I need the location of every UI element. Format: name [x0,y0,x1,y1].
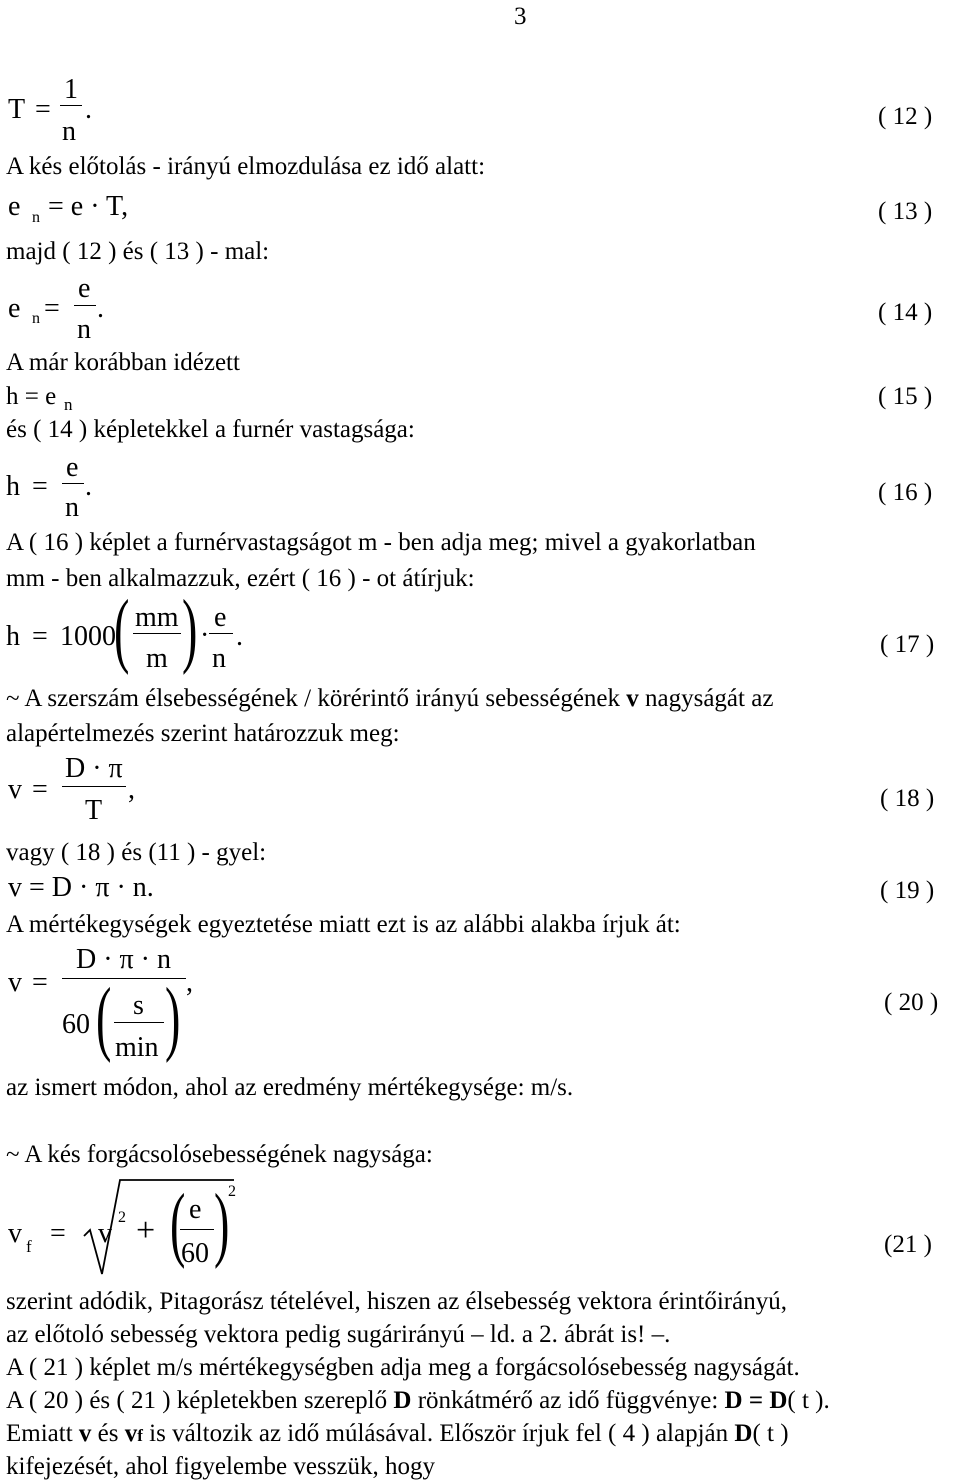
para4-text-l2g: ( t ) [752,1420,789,1447]
eq20-right-paren: ) [165,971,181,1064]
eq17-left-paren: ( [114,583,130,676]
eq21-right-paren: ) [214,1177,230,1270]
eq20-left-paren: ( [96,971,112,1064]
paragraph-2-line-2: alapértelmezés szerint határozzuk meg: [6,720,400,747]
para4-text-a: A ( 20 ) és ( 21 ) képletekben szereplő [6,1387,394,1414]
eq17-tail: . [236,621,243,652]
eq20-unit-numerator: s [133,990,144,1021]
eq17-denominator: n [212,643,226,674]
eq17-numerator: e [214,602,227,633]
eq17-label: ( 17 ) [880,631,935,658]
text-line-8: ~ A kés forgácsolósebességének nagysága: [6,1141,433,1168]
eq14-tail: . [97,293,104,324]
eq21-v: v [98,1218,112,1249]
eq21-op: = [50,1218,66,1249]
eq15-label: ( 15 ) [878,383,933,410]
eq15-lhs: h = e [6,383,57,410]
eq16-op: = [32,471,48,502]
eq17-fraction-bar [209,633,233,634]
eq21-numerator: e [189,1194,202,1225]
eq17-lhs: h [6,621,20,652]
eq20-numerator: D · π · n [76,944,172,975]
text-line-4: és ( 14 ) képletekkel a furnér vastagsága: [6,416,415,443]
paragraph-4-line-1 [6,1388,830,1413]
eq14-fraction-bar [74,305,96,306]
para2-text-a: ~ A szerszám élsebességének / körérintő irányú sebességének [6,685,627,712]
paragraph-1-line-2: mm - ben alkalmazzuk, ezért ( 16 ) - ot átírjuk: [6,565,475,592]
eq18-fraction-bar [62,786,126,787]
para4-bold-vf: v [124,1420,138,1447]
eq18-denominator: T [85,795,103,826]
text-line-3: A már korábban idézett [6,349,240,376]
text-line-7: az ismert módon, ahol az eredmény mértékegysége: m/s. [6,1074,574,1101]
paragraph-3-line-3: A ( 21 ) képlet m/s mértékegységben adja meg a forgácsolósebesség nagyságát. [6,1354,800,1381]
paragraph-2-line-1 [6,686,773,711]
para4-bold-d-eq: D = D [724,1387,788,1414]
eq13-lhs: e [8,191,21,222]
paragraph-3-line-1: szerint adódik, Pitagorász tételével, hiszen az élsebesség vektora érintőirányú, [6,1288,787,1315]
eq18-lhs: v [8,774,22,805]
eq20-unit-denominator: min [115,1032,159,1063]
eq21-label: (21 ) [884,1231,932,1258]
eq18-tail: , [128,774,135,805]
para4-bold-d2: D [734,1420,753,1447]
eq14-lhs: e [8,293,21,324]
eq14-sub: n [32,310,40,327]
eq16-numerator: e [66,452,79,483]
eq19-expression: v = D · π · n. [8,872,154,903]
eq16-tail: . [85,471,92,502]
eq21-exponent: 2 [228,1183,236,1200]
eq17-unit-denominator: m [146,643,168,674]
text-line-2: majd ( 12 ) és ( 13 ) - mal: [6,238,270,265]
eq20-coefficient: 60 [62,1009,90,1040]
eq13-sub: n [32,209,40,226]
eq12-label: ( 12 ) [878,103,933,130]
eq18-numerator: D · π [65,753,123,784]
eq17-right-paren: ) [182,583,198,676]
eq19-label: ( 19 ) [880,877,935,904]
para4-text-l2c: és [91,1420,125,1447]
eq14-numerator: e [78,273,91,304]
eq20-unit-bar [114,1022,164,1023]
eq17-dot: · [200,620,210,651]
paragraph-1-line-1: A ( 16 ) képlet a furnérvastagságot m - ben adja meg; mivel a gyakorlatban [6,529,756,556]
eq20-op: = [32,967,48,998]
eq17-unit-bar [133,633,181,634]
paragraph-4-line-2 [6,1421,789,1446]
eq18-op: = [32,774,48,805]
para2-bold-v: v [626,685,639,712]
eq16-denominator: n [65,492,79,523]
para4-text-c: rönkátmérő az idő függvénye: [411,1387,725,1414]
eq21-v-exponent: 2 [118,1209,126,1226]
eq17-unit-numerator: mm [135,602,179,633]
page-number: 3 [514,3,527,30]
eq17-op: = [32,621,48,652]
eq21-left-paren: ( [170,1177,186,1270]
eq13-label: ( 13 ) [878,198,933,225]
eq20-lhs: v [8,967,22,998]
para4-bold-v: v [78,1420,92,1447]
para4-bold-d: D [393,1387,412,1414]
eq14-label: ( 14 ) [878,299,933,326]
eq21-sub: f [26,1237,32,1256]
eq12-numerator: 1 [64,74,78,105]
para4-text-l2e: is változik az idő múlásával. Először írjuk fel ( 4 ) alapján [142,1420,735,1447]
eq12-denominator: n [62,116,76,147]
eq21-lhs: v [8,1218,22,1249]
eq20-label: ( 20 ) [884,989,939,1016]
eq12-op: = [35,94,51,125]
para2-text-b: nagyságát az [638,685,774,712]
text-line-1: A kés előtolás - irányú elmozdulása ez idő alatt: [6,153,486,180]
eq12-lhs: T [8,94,26,125]
eq15-sub: n [64,395,73,414]
para4-text-e: ( t ). [787,1387,830,1414]
eq14-op: = [44,293,60,324]
eq21-fraction-bar [180,1229,214,1230]
eq16-label: ( 16 ) [878,479,933,506]
paragraph-3-line-2: az előtoló sebesség vektora pedig sugárirányú – ld. a 2. ábrát is! –. [6,1321,671,1348]
eq16-lhs: h [6,471,20,502]
eq18-label: ( 18 ) [880,785,935,812]
para4-text-l2a: Emiatt [6,1420,79,1447]
eq14-denominator: n [77,314,91,345]
text-line-6: A mértékegységek egyeztetése miatt ezt is az alábbi alakba írjuk át: [6,911,681,938]
eq12-fraction-bar [60,105,82,106]
eq16-fraction-bar [62,483,84,484]
eq20-tail: , [186,967,193,998]
eq12-tail: . [85,94,92,125]
para4-bold-vf-sub: f [137,1426,143,1445]
eq13-rhs: = e · T, [48,191,129,222]
text-line-5: vagy ( 18 ) és (11 ) - gyel: [6,839,267,866]
eq17-coefficient: 1000 [60,621,116,652]
eq21-plus: + [136,1212,156,1249]
eq21-denominator: 60 [181,1238,209,1269]
paragraph-4-line-3: kifejezését, ahol figyelembe vesszük, hogy [6,1453,436,1480]
